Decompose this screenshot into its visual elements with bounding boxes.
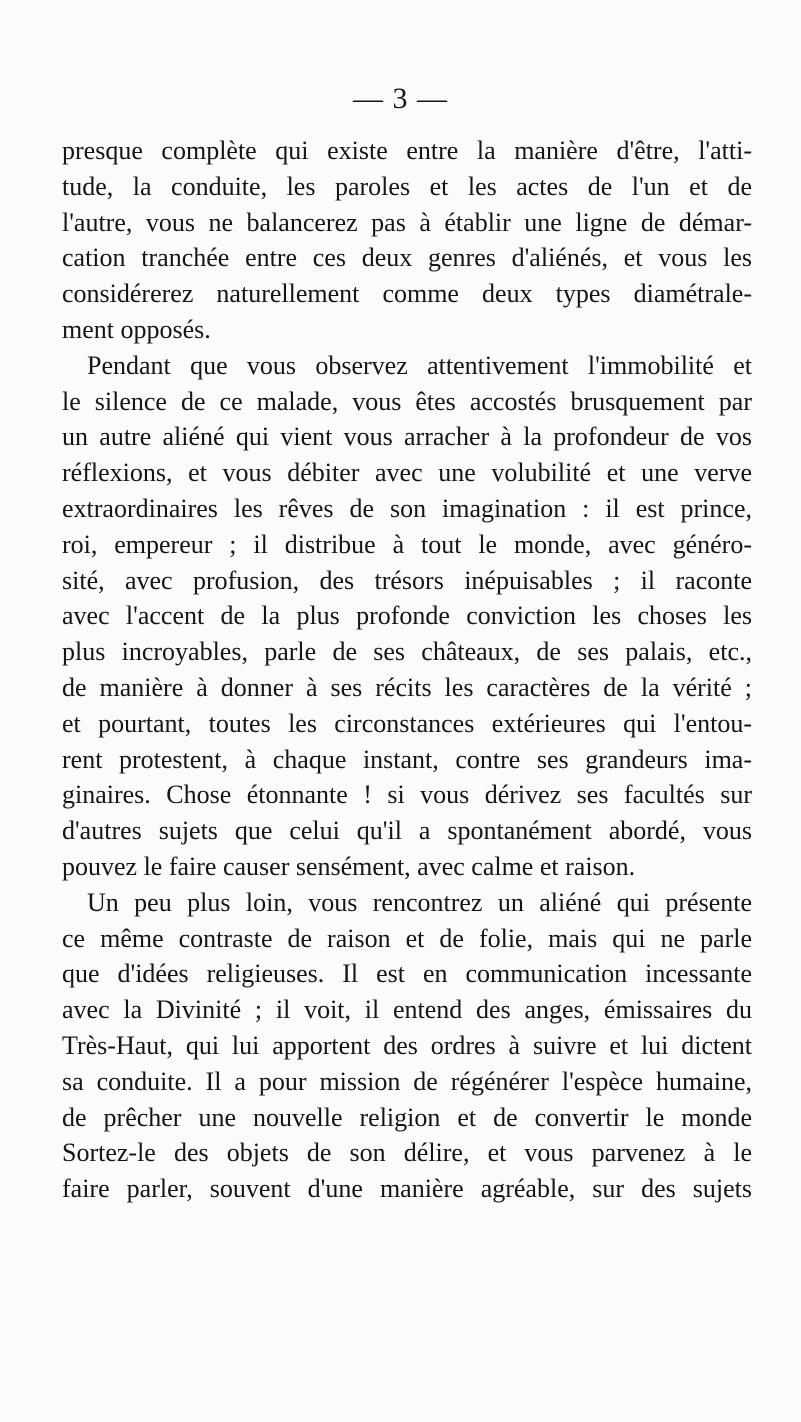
text-line: Pendant que vous observez attentivement l'immobilité et — [87, 350, 752, 380]
text-line: presque complète qui existe entre la manière d'être, l'atti- — [62, 136, 752, 165]
text-line: ment opposés. — [62, 314, 211, 344]
text-line: réflexions, et vous débiter avec une volubilité et une verve — [62, 458, 752, 488]
body-text — [62, 133, 752, 1207]
text-line: sité, avec profusion, des trésors inépuisables ; il raconte — [62, 565, 752, 595]
text-line: cation tranchée entre ces deux genres d'aliénés, et vous les — [62, 243, 752, 273]
text-line: roi, empereur ; il distribue à tout le monde, avec généro- — [62, 529, 752, 559]
text-line: un autre aliéné qui vient vous arracher à la profondeur de vos — [62, 422, 752, 452]
text-line: ginaires. Chose étonnante ! si vous dérivez ses facultés sur — [62, 780, 752, 810]
text-line: le silence de ce malade, vous êtes accostés brusquement par — [62, 386, 752, 416]
text-line: de manière à donner à ses récits les caractères de la vérité ; — [62, 672, 752, 702]
text-line: tude, la conduite, les paroles et les actes de l'un et de — [62, 171, 752, 201]
text-line: avec l'accent de la plus profonde conviction les choses les — [62, 601, 752, 631]
text-line: Sortez-le des objets de son délire, et vous parvenez à le — [62, 1138, 752, 1168]
text-line: ce même contraste de raison et de folie, mais qui ne parle — [62, 923, 752, 953]
text-line: extraordinaires les rêves de son imagination : il est prince, — [62, 493, 752, 523]
text-line: sa conduite. Il a pour mission de régénérer l'espèce humaine, — [62, 1066, 752, 1096]
text-line: faire parler, souvent d'une manière agréable, sur des sujets — [62, 1174, 752, 1204]
text-line: et pourtant, toutes les circonstances extérieures qui l'entou- — [62, 708, 752, 738]
text-line: Très-Haut, qui lui apportent des ordres à suivre et lui dictent — [62, 1030, 752, 1060]
text-line: considérerez naturellement comme deux types diamétrale- — [62, 279, 752, 309]
text-line: Un peu plus loin, vous rencontrez un aliéné qui présente — [87, 887, 752, 917]
text-line: que d'idées religieuses. Il est en communication incessante — [62, 959, 752, 989]
text-line: pouvez le faire causer sensément, avec calme et raison. — [62, 851, 636, 881]
text-line: rent protestent, à chaque instant, contre ses grandeurs ima- — [62, 744, 752, 774]
text-line: d'autres sujets que celui qu'il a spontanément abordé, vous — [62, 816, 752, 846]
text-line: de prêcher une nouvelle religion et de convertir le monde — [62, 1102, 752, 1132]
page-number: — 3 — — [353, 82, 448, 115]
text-line: avec la Divinité ; il voit, il entend des anges, émissaires du — [62, 995, 752, 1025]
text-line: plus incroyables, parle de ses châteaux, de ses palais, etc., — [62, 637, 752, 667]
text-line: l'autre, vous ne balancerez pas à établir une ligne de démar- — [62, 207, 752, 237]
